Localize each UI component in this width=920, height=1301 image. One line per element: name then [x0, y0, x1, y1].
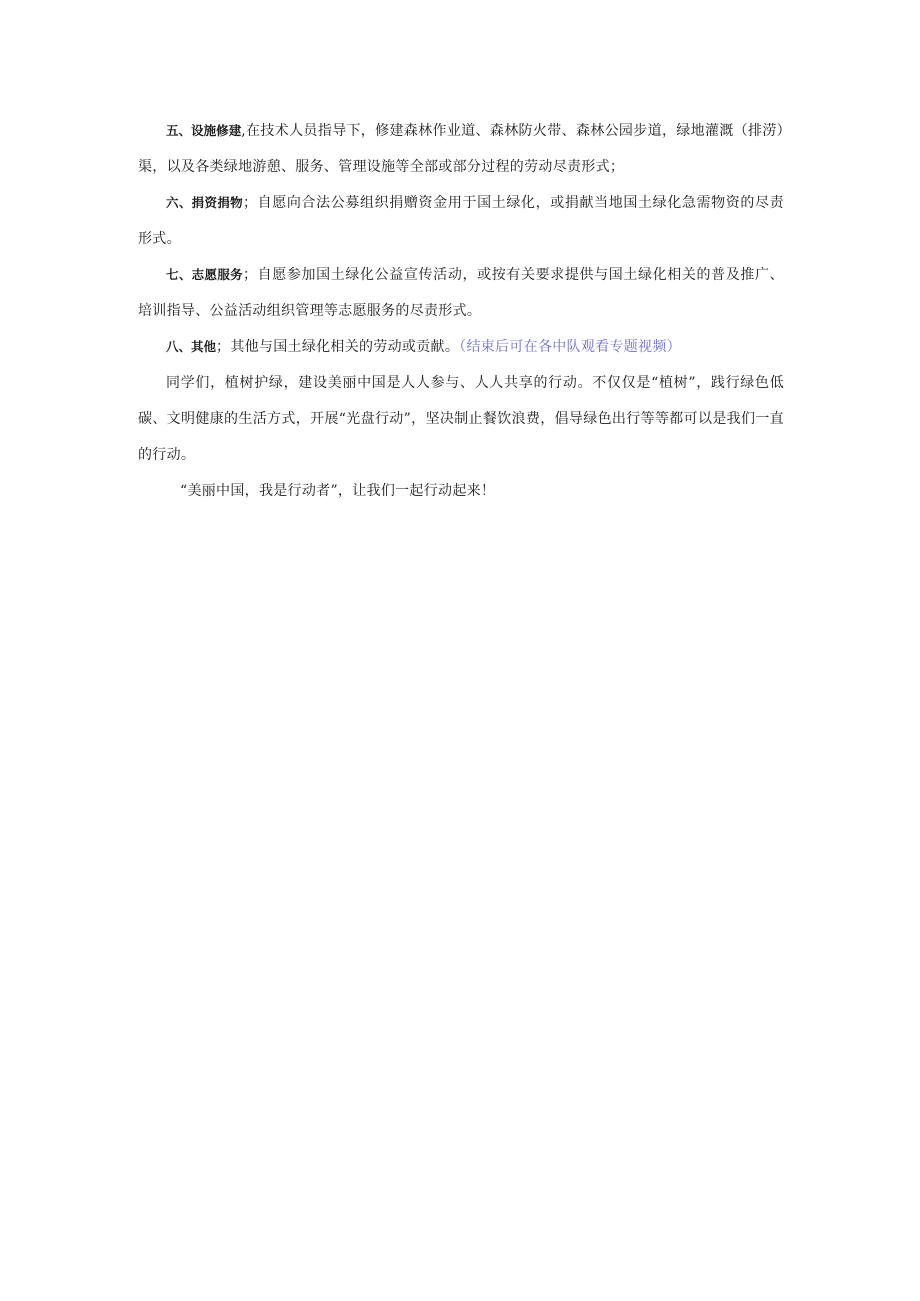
item-body: 其他与国土绿化相关的劳动或贡献。 — [230, 339, 460, 355]
item-heading: 五、设施修建 — [166, 123, 242, 138]
body-paragraph: 同学们，植树护绿，建设美丽中国是人人参与、人人共享的行动。不仅仅是“植树”，践行绿色低碳、文明健康的生活方式，开展“光盘行动”，坚决制止餐饮浪费，倡导绿色出行等等都可以是我们一直的行动。 — [138, 375, 784, 463]
item-body: 在技术人员指导下，修建森林作业道、森林防火带、森林公园步道，绿地灌溉（排涝）渠，以及各类绿地游憩、服务、管理设施等全部或部分过程的劳动尽责形式； — [138, 123, 784, 175]
item-heading: 六、捐资捐物 — [166, 195, 243, 210]
item-volunteer-service — [138, 257, 784, 329]
closing-slogan: “美丽中国，我是行动者”，让我们一起行动起来！ — [180, 483, 496, 499]
item-body: 自愿向合法公募组织捐赠资金用于国土绿化，或捐献当地国土绿化急需物资的尽责形式。 — [138, 195, 784, 247]
item-separator: ； — [242, 267, 258, 283]
item-separator: ； — [216, 339, 231, 355]
item-separator: , — [241, 123, 247, 139]
item-donation — [138, 185, 784, 257]
document-page — [138, 113, 784, 509]
video-note: （结束后可在各中队观看专题视频） — [459, 339, 681, 355]
item-separator: ； — [242, 195, 258, 211]
item-heading: 八、其他 — [166, 339, 217, 354]
item-body: 自愿参加国土绿化公益宣传活动，或按有关要求提供与国土绿化相关的普及推广、培训指导、公益活动组织管理等志愿服务的尽责形式。 — [138, 267, 784, 319]
item-facility-construction — [138, 113, 784, 185]
item-heading: 七、志愿服务 — [166, 267, 243, 282]
item-other — [138, 329, 784, 365]
